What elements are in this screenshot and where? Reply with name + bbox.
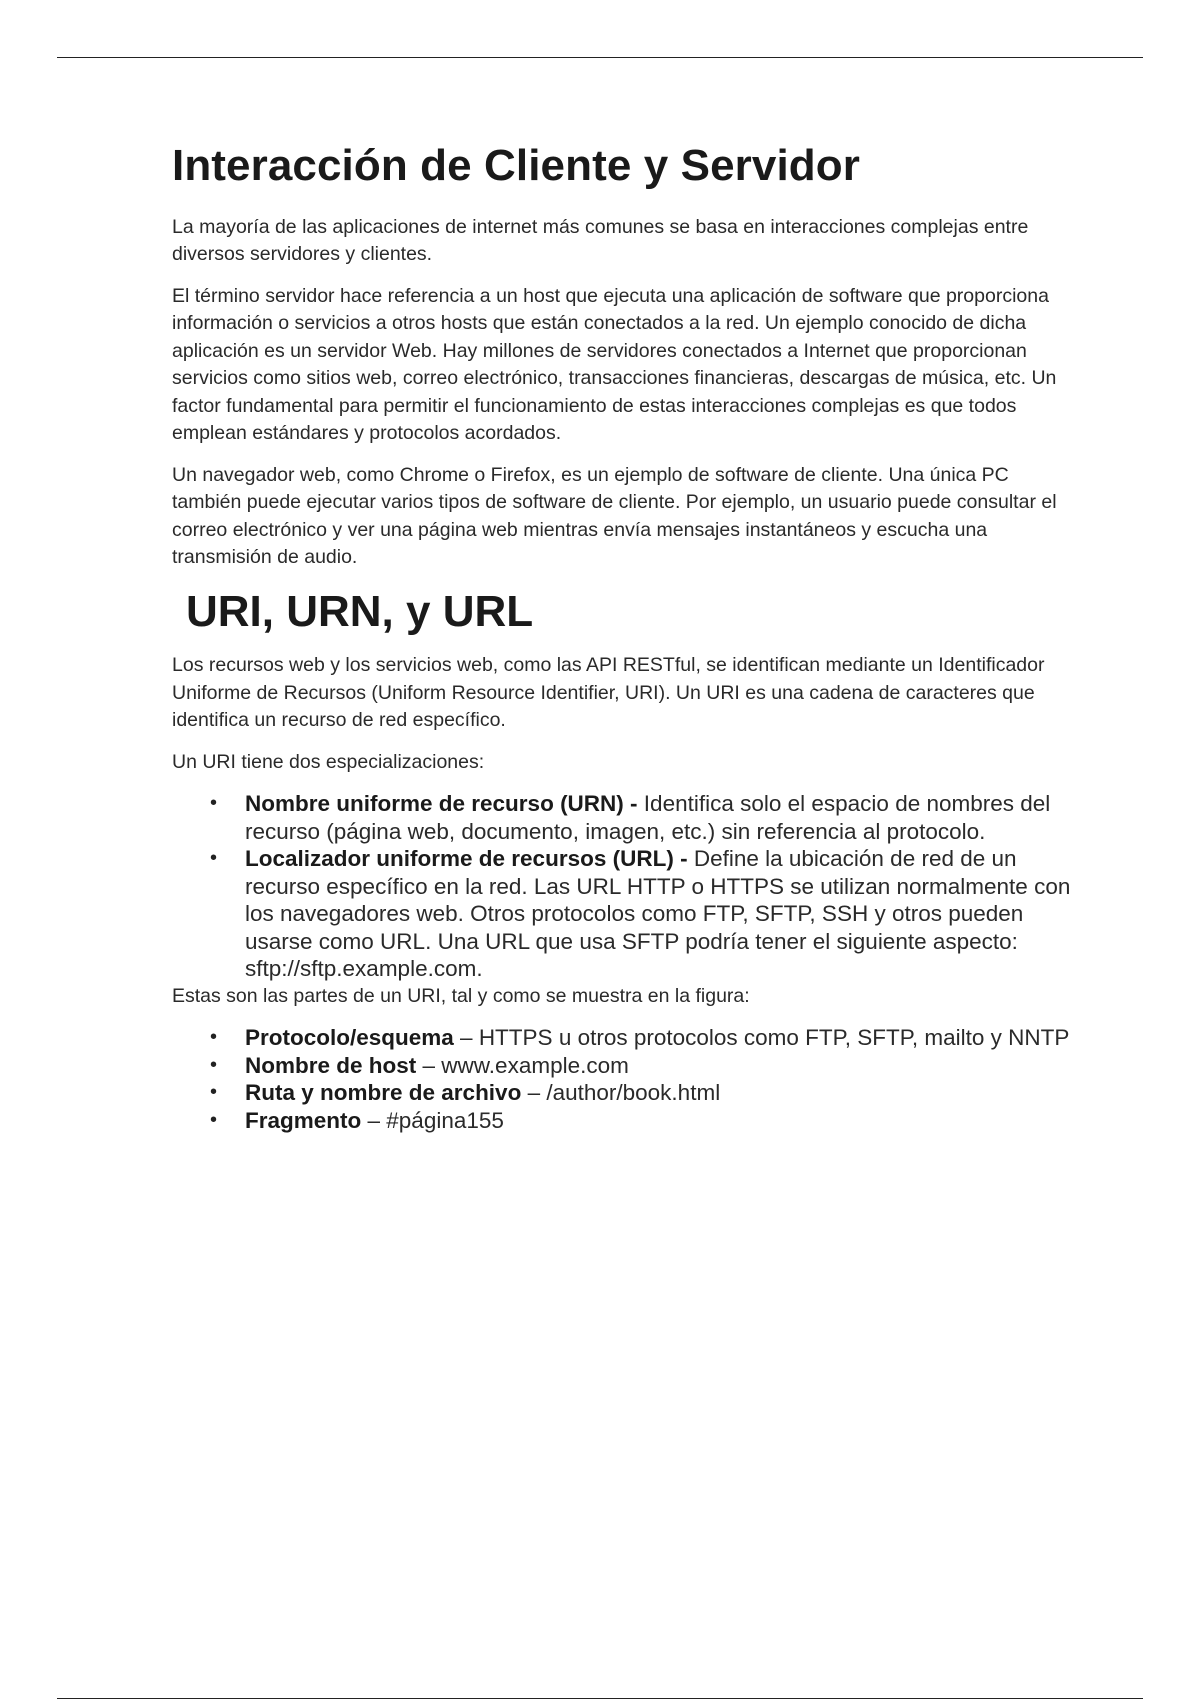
page-bottom-rule (57, 1698, 1143, 1699)
specializations-list (172, 790, 1072, 983)
page-top-rule (57, 57, 1143, 58)
list-item-term: Nombre de host (245, 1052, 417, 1078)
page-content (172, 140, 1072, 1134)
list-item-term: Protocolo/esquema (245, 1025, 454, 1051)
specializations-intro: Un URI tiene dos especializaciones: (172, 750, 485, 773)
list-item-text: – /author/book.html (521, 1080, 721, 1106)
list-item (172, 1024, 1072, 1052)
list-item (172, 1107, 1072, 1135)
list-item-text: – #página155 (361, 1107, 504, 1133)
intro-paragraph: La mayoría de las aplicaciones de internet más comunes se basa en interacciones complejas entre diversos servidores y clientes. (172, 215, 1029, 266)
list-item-text: – www.example.com (416, 1052, 629, 1078)
list-item-url (172, 845, 1072, 983)
list-item-text: Define la ubicación de red de un recurso específico en la red. Las URL HTTP o HTTPS se utilizan normalmente con los navegadores web. Otros protocolos como FTP, SFTP, SSH y otros pueden usarse como URL. Una URL que usa SFTP podría tener el siguiente aspecto: sftp://sftp.example.com. (245, 846, 1071, 982)
section-title: URI, URN, y URL (186, 586, 534, 636)
list-item-urn (172, 790, 1072, 845)
server-paragraph: El término servidor hace referencia a un host que ejecuta una aplicación de software que proporciona información o servicios a otros hosts que están conectados a la red. Un ejemplo conocido de dicha aplicación es un servidor Web. Hay millones de servidores conectados a Internet que proporcionan servicios como sitios web, correo electrónico, transacciones financieras, descargas de música, etc. Un factor fundamental para permitir el funcionamiento de estas interacciones complejas es que todos emplean estándares y protocolos acordados. (172, 284, 1057, 445)
uri-paragraph: Los recursos web y los servicios web, como las API RESTful, se identifican mediante un Identificador Uniforme de Recursos (Uniform Resource Identifier, URI). Un URI es una cadena de caracteres que identifica un recurso de red específico. (172, 654, 1045, 732)
list-item-term: Nombre uniforme de recurso (URN) - (245, 791, 638, 817)
parts-intro: Estas son las partes de un URI, tal y como se muestra en la figura: (172, 984, 750, 1007)
list-item-text: – HTTPS u otros protocolos como FTP, SFTP, mailto y NNTP (453, 1025, 1070, 1051)
list-item-term: Localizador uniforme de recursos (URL) - (245, 846, 688, 872)
list-item (172, 1052, 1072, 1080)
page-title: Interacción de Cliente y Servidor (172, 141, 860, 190)
client-paragraph: Un navegador web, como Chrome o Firefox, es un ejemplo de software de cliente. Una única PC también puede ejecutar varios tipos de software de cliente. Por ejemplo, un usuario puede consultar el correo electrónico y ver una página web mientras envía mensajes instantáneos y escucha una transmisión de audio. (172, 463, 1057, 569)
list-item-text: Identifica solo el espacio de nombres del recurso (página web, documento, imagen, etc.) sin referencia al protocolo. (245, 791, 1051, 844)
list-item (172, 1079, 1072, 1107)
uri-parts-list (172, 1024, 1072, 1134)
list-item-term: Fragmento (245, 1107, 362, 1133)
list-item-term: Ruta y nombre de archivo (245, 1080, 522, 1106)
